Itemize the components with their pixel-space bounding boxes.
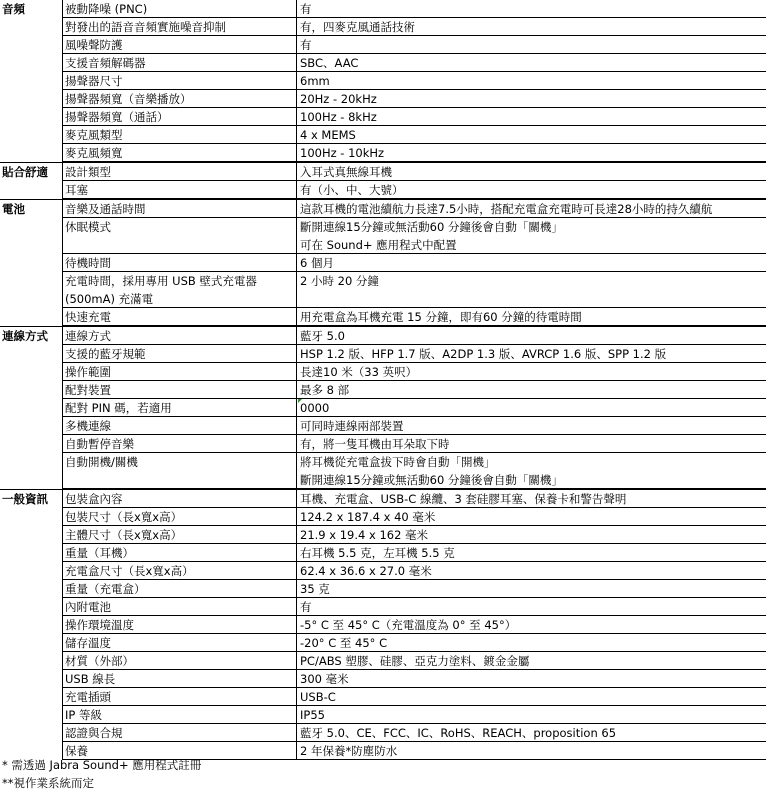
spec-label-text: 自動暫停音樂: [65, 437, 134, 451]
comment-marker: [298, 399, 302, 403]
category-label: [0, 417, 62, 435]
spec-label-text: 風噪聲防護: [65, 38, 123, 52]
spec-label: [62, 724, 296, 742]
spec-row: [0, 308, 766, 326]
spec-value: [296, 18, 766, 36]
spec-label-text: (500mA) 充滿電: [65, 292, 154, 306]
spec-row: [0, 724, 766, 742]
spec-label-text: 材質（外部）: [65, 654, 134, 668]
spec-value-text: USB-C: [300, 690, 336, 704]
category-label: [0, 18, 62, 36]
spec-row: [0, 508, 766, 526]
category-label: 連線方式: [2, 329, 48, 343]
category-label: [0, 634, 62, 652]
category-label: 貼合舒適: [2, 165, 48, 179]
spec-row: [0, 72, 766, 90]
spec-label: [62, 544, 296, 562]
footnote-2: **視作業系統而定: [2, 776, 94, 790]
spec-row: [0, 18, 766, 36]
spec-label: [62, 272, 296, 308]
spec-value-text: 有（小、中、大號）: [300, 183, 404, 197]
spec-value: [296, 0, 766, 18]
spec-row: [0, 345, 766, 363]
category-label: [0, 363, 62, 381]
spec-row: [0, 688, 766, 706]
spec-value: [296, 417, 766, 435]
spec-value-text: 62.4 x 36.6 x 27.0 毫米: [300, 564, 432, 578]
spec-label: [62, 688, 296, 706]
spec-label: [62, 652, 296, 670]
spec-label-text: 被動降噪 (PNC): [65, 2, 148, 16]
spec-row: [0, 435, 766, 453]
spec-label: [62, 453, 296, 489]
spec-label: [62, 90, 296, 108]
spec-label: [62, 526, 296, 544]
spec-value-text: SBC、AAC: [300, 56, 359, 70]
category-label: [0, 598, 62, 616]
spec-value-text: 長達10 米（33 英呎）: [300, 365, 418, 379]
spec-value-text: 300 毫米: [300, 672, 349, 686]
category-label: [0, 562, 62, 580]
category-label: [0, 218, 62, 254]
category-label: [0, 580, 62, 598]
spec-value-text: 有，將一隻耳機由耳朵取下時: [300, 437, 450, 451]
spec-value-text: 6mm: [300, 74, 330, 88]
category-label: [0, 616, 62, 634]
spec-label: [62, 126, 296, 144]
spec-value: [296, 126, 766, 144]
spec-row: [0, 90, 766, 108]
spec-row: [0, 144, 766, 162]
spec-label-text: 充電時間，採用專用 USB 壁式充電器: [65, 274, 257, 288]
spec-value-text: 有: [300, 2, 312, 16]
spec-value: [296, 634, 766, 652]
spec-label: [62, 345, 296, 363]
category-label: [0, 181, 62, 199]
category-label: [0, 724, 62, 742]
spec-value: [296, 526, 766, 544]
category-label: [0, 272, 62, 308]
spec-value-text: PC/ABS 塑膠、硅膠、亞克力塗料、鍍金金屬: [300, 654, 530, 668]
spec-value-text: 藍牙 5.0: [300, 329, 345, 343]
spec-label: [62, 417, 296, 435]
spec-value: [296, 363, 766, 381]
spec-row: [0, 126, 766, 144]
category-label: [0, 108, 62, 126]
spec-label-text: 操作環境溫度: [65, 618, 134, 632]
spec-label-text: 支援音頻解碼器: [65, 56, 146, 70]
spec-row: [0, 706, 766, 724]
spec-value: [296, 218, 766, 254]
category-label: [0, 308, 62, 326]
spec-label: [62, 381, 296, 399]
spec-label: [62, 144, 296, 162]
spec-value: [296, 706, 766, 724]
spec-label-text: 揚聲器頻寬（通話）: [65, 110, 169, 124]
spec-row: [0, 108, 766, 126]
spec-row: [0, 254, 766, 272]
category-label: [0, 508, 62, 526]
spec-value-text: 入耳式真無線耳機: [300, 165, 392, 179]
spec-label-text: 連線方式: [65, 329, 111, 343]
spec-label-text: 重量（耳機）: [65, 546, 134, 560]
spec-label-text: 包裝盒內容: [65, 492, 123, 506]
spec-label: [62, 327, 296, 345]
spec-label-text: 多機連線: [65, 419, 111, 433]
spec-value-text: 藍牙 5.0、CE、FCC、IC、RoHS、REACH、proposition 65: [300, 726, 617, 740]
category-label: 一般資訊: [2, 492, 48, 506]
spec-row: [0, 399, 766, 417]
spec-value: [296, 254, 766, 272]
spec-label: [62, 0, 296, 18]
spec-label-text: 揚聲器頻寬（音樂播放）: [65, 92, 192, 106]
spec-label-text: 麥克風頻寬: [65, 146, 123, 160]
spec-value: [296, 670, 766, 688]
category-label: [0, 126, 62, 144]
category-label: [0, 453, 62, 489]
footnote-1: * 需透過 Jabra Sound+ 應用程式註冊: [2, 758, 202, 772]
spec-row: [0, 199, 766, 218]
category-label: [0, 544, 62, 562]
category-label: [0, 72, 62, 90]
spec-value: [296, 200, 766, 218]
spec-row: [0, 54, 766, 72]
spec-row: [0, 417, 766, 435]
spec-label-text: 保養: [65, 744, 88, 758]
spec-label: [62, 54, 296, 72]
spec-value: [296, 562, 766, 580]
spec-row: [0, 616, 766, 634]
spec-row: [0, 526, 766, 544]
spec-label: [62, 108, 296, 126]
category-label: [0, 670, 62, 688]
spec-label: [62, 72, 296, 90]
category-label: [0, 652, 62, 670]
spec-label-text: USB 線長: [65, 672, 116, 686]
spec-label: [62, 36, 296, 54]
spec-row: [0, 363, 766, 381]
spec-value-text: IP55: [300, 708, 325, 722]
spec-row: [0, 326, 766, 345]
spec-value: [296, 144, 766, 162]
spec-label-text: 設計類型: [65, 165, 111, 179]
spec-value: [296, 399, 766, 417]
spec-value: [296, 742, 766, 760]
spec-row: [0, 162, 766, 181]
spec-label-text: 自動開機/關機: [65, 455, 138, 469]
spec-row: [0, 489, 766, 508]
spec-value: [296, 327, 766, 345]
spec-value: [296, 616, 766, 634]
spec-label-text: 音樂及通話時間: [65, 202, 146, 216]
spec-value: [296, 580, 766, 598]
spec-label-text: 認證與合規: [65, 726, 123, 740]
spec-label: [62, 363, 296, 381]
spec-label: [62, 18, 296, 36]
spec-value-text: -20° C 至 45° C: [300, 636, 388, 650]
spec-value-text: 耳機、充電盒、USB-C 線纜、3 套硅膠耳塞、保養卡和警告聲明: [300, 492, 627, 506]
spec-label-text: 對發出的語音音頻實施噪音抑制: [65, 20, 226, 34]
category-label: [0, 54, 62, 72]
spec-label: [62, 308, 296, 326]
category-label: [0, 144, 62, 162]
spec-row: [0, 0, 766, 18]
category-label: 電池: [2, 202, 25, 216]
spec-value-text: 2 年保養*防塵防水: [300, 744, 398, 758]
spec-value-text: 有: [300, 38, 312, 52]
spec-label: [62, 200, 296, 218]
spec-value-text: 2 小時 20 分鐘: [300, 274, 379, 288]
category-label: [0, 254, 62, 272]
category-label: [0, 90, 62, 108]
spec-label-text: 操作範圍: [65, 365, 111, 379]
spec-value-text: -5° C 至 45° C（充電溫度為 0° 至 45°）: [300, 618, 517, 632]
spec-label-text: 充電插頭: [65, 690, 111, 704]
spec-value-text: 有，四麥克風通話技術: [300, 20, 415, 34]
spec-value: [296, 508, 766, 526]
spec-value-text: 124.2 x 187.4 x 40 毫米: [300, 510, 436, 524]
spec-row: [0, 634, 766, 652]
spec-row: [0, 218, 766, 254]
spec-row: [0, 453, 766, 489]
spec-value-text: 最多 8 部: [300, 383, 350, 397]
spec-value: [296, 108, 766, 126]
category-label: [0, 345, 62, 363]
spec-label-text: 休眠模式: [65, 220, 111, 234]
spec-label-text: 麥克風類型: [65, 128, 123, 142]
spec-label: [62, 706, 296, 724]
spec-value: [296, 36, 766, 54]
spec-value: [296, 181, 766, 199]
spec-value: [296, 272, 766, 308]
spec-value: [296, 308, 766, 326]
spec-label: [62, 598, 296, 616]
spec-row: [0, 381, 766, 399]
spec-value: [296, 544, 766, 562]
spec-value-text: 0000: [300, 401, 330, 415]
spec-value: [296, 652, 766, 670]
spec-label: [62, 218, 296, 254]
spec-label-text: 支援的藍牙規範: [65, 347, 146, 361]
spec-label-text: 配對 PIN 碼，若適用: [65, 401, 172, 415]
spec-row: [0, 272, 766, 308]
spec-label-text: 主體尺寸（長x寬x高）: [65, 528, 183, 542]
category-label: [0, 435, 62, 453]
spec-value-text: 100Hz - 10kHz: [300, 146, 385, 160]
spec-label-text: 耳塞: [65, 183, 88, 197]
spec-label: [62, 181, 296, 199]
spec-value-text: 斷開連線15分鐘或無活動60 分鐘後會自動「關機」: [300, 473, 563, 487]
spec-value-text: 可在 Sound+ 應用程式中配置: [300, 238, 457, 252]
spec-value: [296, 54, 766, 72]
spec-value-text: 將耳機從充電盒拔下時會自動「開機」: [300, 455, 496, 469]
spec-row: [0, 652, 766, 670]
spec-value-text: 35 克: [300, 582, 330, 596]
spec-label: [62, 399, 296, 417]
spec-row: [0, 598, 766, 616]
spec-label: [62, 163, 296, 181]
footnotes: [2, 756, 201, 792]
spec-value: [296, 688, 766, 706]
spec-label: [62, 616, 296, 634]
spec-value-text: 有: [300, 600, 312, 614]
spec-value-text: 右耳機 5.5 克，左耳機 5.5 克: [300, 546, 455, 560]
spec-label: [62, 490, 296, 508]
spec-value-text: 斷開連線15分鐘或無活動60 分鐘後會自動「關機」: [300, 220, 563, 234]
spec-label-text: 待機時間: [65, 256, 111, 270]
spec-label-text: 包裝尺寸（長x寬x高）: [65, 510, 183, 524]
spec-label-text: 配對裝置: [65, 383, 111, 397]
spec-value: [296, 381, 766, 399]
spec-value-text: HSP 1.2 版、HFP 1.7 版、A2DP 1.3 版、AVRCP 1.6 版、SPP 1.2 版: [300, 347, 667, 361]
spec-label: [62, 670, 296, 688]
spec-label-text: 充電盒尺寸（長x寬x高）: [65, 564, 194, 578]
category-label: 音頻: [2, 2, 25, 16]
spec-value-text: 100Hz - 8kHz: [300, 110, 377, 124]
spec-label-text: 揚聲器尺寸: [65, 74, 123, 88]
spec-value-text: 21.9 x 19.4 x 162 毫米: [300, 528, 429, 542]
spec-row: [0, 562, 766, 580]
spec-value-text: 可同時連線兩部裝置: [300, 419, 404, 433]
spec-label: [62, 435, 296, 453]
spec-value-text: 20Hz - 20kHz: [300, 92, 377, 106]
category-label: [0, 381, 62, 399]
spec-value: [296, 163, 766, 181]
spec-label: [62, 634, 296, 652]
spec-row: [0, 36, 766, 54]
spec-value-text: 4 x MEMS: [300, 128, 356, 142]
spec-value: [296, 435, 766, 453]
spec-label-text: 快速充電: [65, 310, 111, 324]
spec-row: [0, 544, 766, 562]
spec-value: [296, 598, 766, 616]
category-label: [0, 526, 62, 544]
spec-row: [0, 670, 766, 688]
spec-label-text: 重量（充電盒）: [65, 582, 146, 596]
spec-value: [296, 490, 766, 508]
spec-label-text: IP 等級: [65, 708, 102, 722]
spec-row: [0, 181, 766, 199]
category-label: [0, 399, 62, 417]
category-label: [0, 706, 62, 724]
spec-value-text: 6 個月: [300, 256, 334, 270]
spec-value-text: 用充電盒為耳機充電 15 分鐘，即有60 分鐘的待電時間: [300, 310, 582, 324]
spec-label: [62, 562, 296, 580]
spec-label-text: 內附電池: [65, 600, 111, 614]
spec-label-text: 儲存溫度: [65, 636, 111, 650]
spec-label: [62, 254, 296, 272]
spec-row: [0, 580, 766, 598]
spec-label: [62, 508, 296, 526]
spec-value-text: 這款耳機的電池續航力長達7.5小時，搭配充電盒充電時可長達28小時的持久續航: [300, 202, 713, 216]
spec-value: [296, 90, 766, 108]
spec-label: [62, 580, 296, 598]
spec-value: [296, 453, 766, 489]
category-label: [0, 36, 62, 54]
spec-value: [296, 72, 766, 90]
category-label: [0, 688, 62, 706]
spec-value: [296, 345, 766, 363]
spec-value: [296, 724, 766, 742]
